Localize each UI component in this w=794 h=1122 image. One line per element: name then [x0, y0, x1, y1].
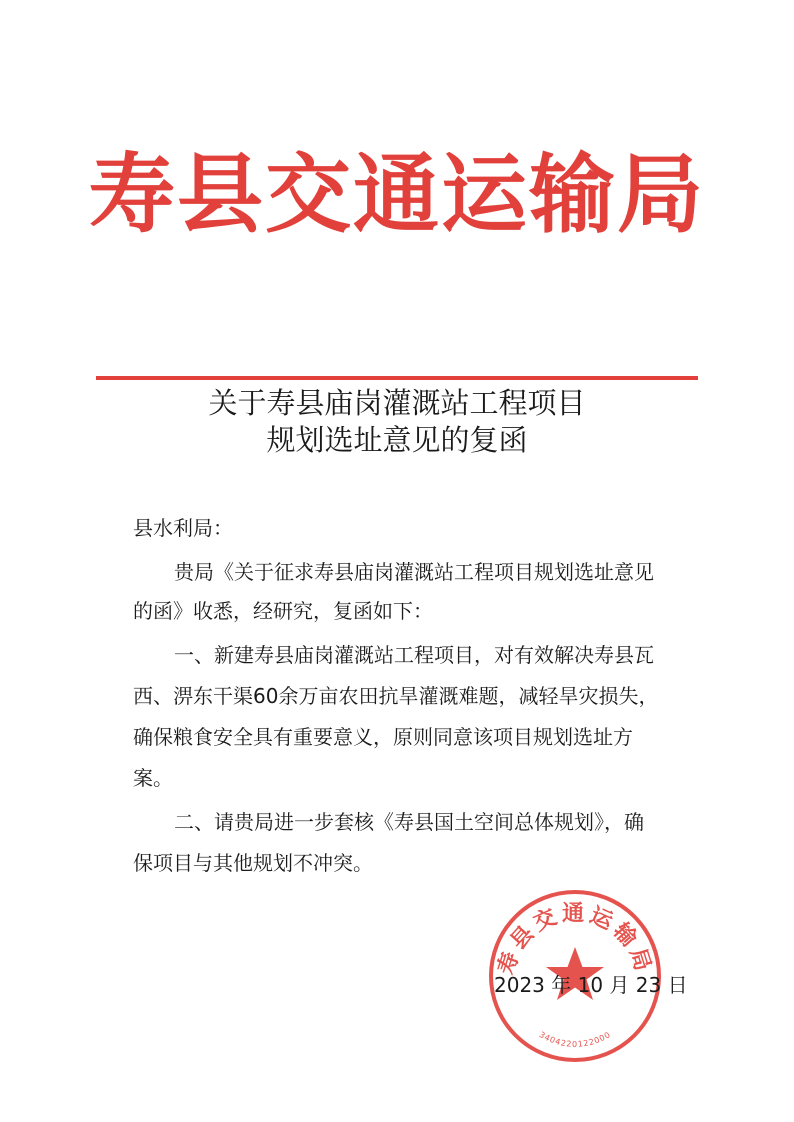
body-paragraph-2-line-3: 确保粮食安全具有重要意义，原则同意该项目规划选址方: [133, 725, 633, 749]
salutation: 县水利局：: [133, 516, 233, 540]
svg-text:3404220122000: [538, 1030, 613, 1049]
body-paragraph-3-line-1: 二、请贵局进一步套核《寿县国土空间总体规划》，确: [174, 810, 644, 834]
seal-code: 3404220122000: [537, 1029, 613, 1049]
letterhead-org-name: 寿县交通运输局: [89, 144, 705, 245]
body-paragraph-1-line-1: 贵局《关于征求寿县庙岗灌溉站工程项目规划选址意见: [174, 560, 654, 584]
red-divider-rule: [96, 376, 698, 380]
body-paragraph-2-line-1: 一、新建寿县庙岗灌溉站工程项目，对有效解决寿县瓦: [174, 643, 654, 667]
body-paragraph-2-line-4: 案。: [133, 766, 173, 790]
body-paragraph-1-line-2: 的函》收悉，经研究，复函如下：: [133, 599, 433, 623]
document-date: 2023 年 10 月 23 日: [494, 973, 688, 997]
body-paragraph-3-line-2: 保项目与其他规划不冲突。: [133, 851, 373, 875]
seal-text: 寿县交通运输局: [492, 900, 658, 978]
document-title-line-1: 关于寿县庙岗灌溉站工程项目: [208, 386, 586, 420]
body-paragraph-2-line-2: 西、淠东干渠60余万亩农田抗旱灌溉难题，减轻旱灾损失，: [133, 684, 659, 708]
document-title-line-2: 规划选址意见的复函: [266, 423, 528, 457]
